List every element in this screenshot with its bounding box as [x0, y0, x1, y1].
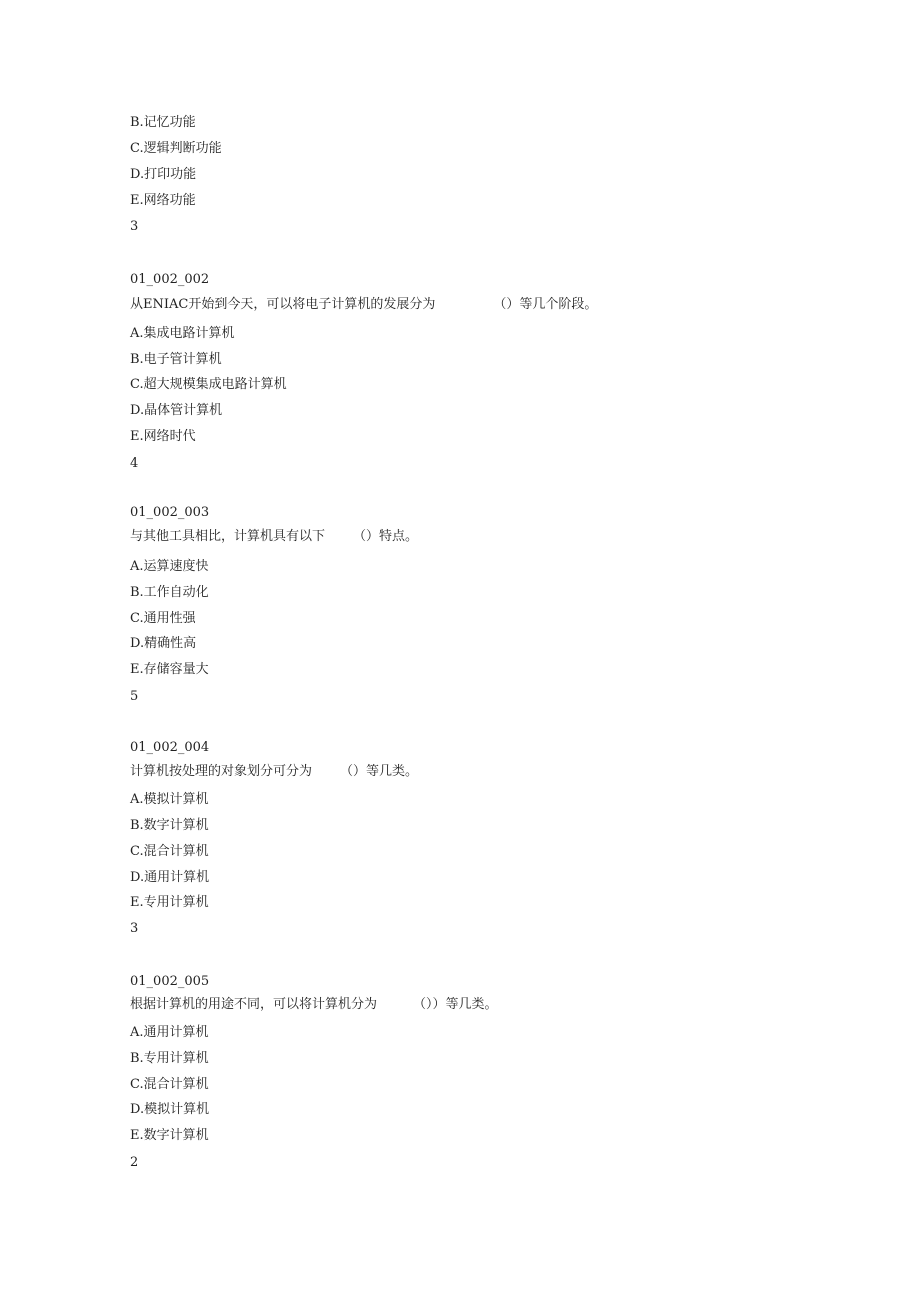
option-a: A.集成电路计算机 — [130, 326, 235, 341]
stem-tail: 等几类。 — [366, 764, 419, 779]
option-c: C.超大规模集成电路计算机 — [130, 377, 287, 392]
question-id: 01_002_002 — [130, 272, 210, 287]
option-b: B.数字计算机 — [130, 818, 209, 833]
option-e: E.数字计算机 — [130, 1128, 209, 1143]
answer-blank: （）） — [413, 997, 446, 1012]
stem-text: 从ENIAC开始到今天，可以将电子计算机的发展分为 — [130, 297, 436, 312]
question-id: 01_002_003 — [130, 505, 210, 520]
question-stem — [130, 297, 597, 313]
option-d: D.晶体管计算机 — [130, 403, 223, 418]
stem-text: 计算机按处理的对象划分可分为 — [130, 764, 313, 779]
answer-count: 3 — [130, 921, 139, 936]
stem-text: 与其他工具相比，计算机具有以下 — [130, 529, 326, 544]
question-id: 01_002_005 — [130, 974, 210, 989]
option-d: D.打印功能 — [130, 167, 197, 182]
option-c: C.混合计算机 — [130, 844, 209, 859]
answer-blank: （） — [353, 529, 380, 544]
option-d: D.模拟计算机 — [130, 1102, 210, 1117]
stem-tail: 特点。 — [379, 529, 419, 544]
option-e: E.专用计算机 — [130, 895, 209, 910]
answer-blank: （） — [493, 297, 520, 312]
option-b: B.专用计算机 — [130, 1051, 209, 1066]
option-a: A.模拟计算机 — [130, 792, 209, 807]
answer-blank: （） — [340, 764, 367, 779]
answer-count: 2 — [130, 1155, 139, 1170]
option-d: D.精确性高 — [130, 636, 197, 651]
answer-count: 5 — [130, 689, 139, 704]
option-a: A.运算速度快 — [130, 559, 209, 574]
option-c: C.混合计算机 — [130, 1077, 209, 1092]
option-b: B.工作自动化 — [130, 585, 209, 600]
option-d: D.通用计算机 — [130, 870, 210, 885]
option-a: A.通用计算机 — [130, 1025, 209, 1040]
option-e: E.网络功能 — [130, 193, 196, 208]
question-stem — [130, 997, 498, 1013]
stem-tail: 等几类。 — [445, 997, 498, 1012]
stem-tail: 等几个阶段。 — [519, 297, 598, 312]
option-e: E.存储容量大 — [130, 662, 209, 677]
question-stem — [130, 764, 418, 780]
answer-count: 4 — [130, 456, 139, 471]
question-stem — [130, 529, 418, 545]
option-b: B.电子管计算机 — [130, 352, 222, 367]
option-e: E.网络时代 — [130, 429, 196, 444]
question-id: 01_002_004 — [130, 740, 210, 755]
option-c: C.逻辑判断功能 — [130, 141, 222, 156]
stem-text: 根据计算机的用途不同，可以将计算机分为 — [130, 997, 378, 1012]
answer-count: 3 — [130, 219, 139, 234]
option-c: C.通用性强 — [130, 611, 196, 626]
option-b: B.记忆功能 — [130, 115, 196, 130]
